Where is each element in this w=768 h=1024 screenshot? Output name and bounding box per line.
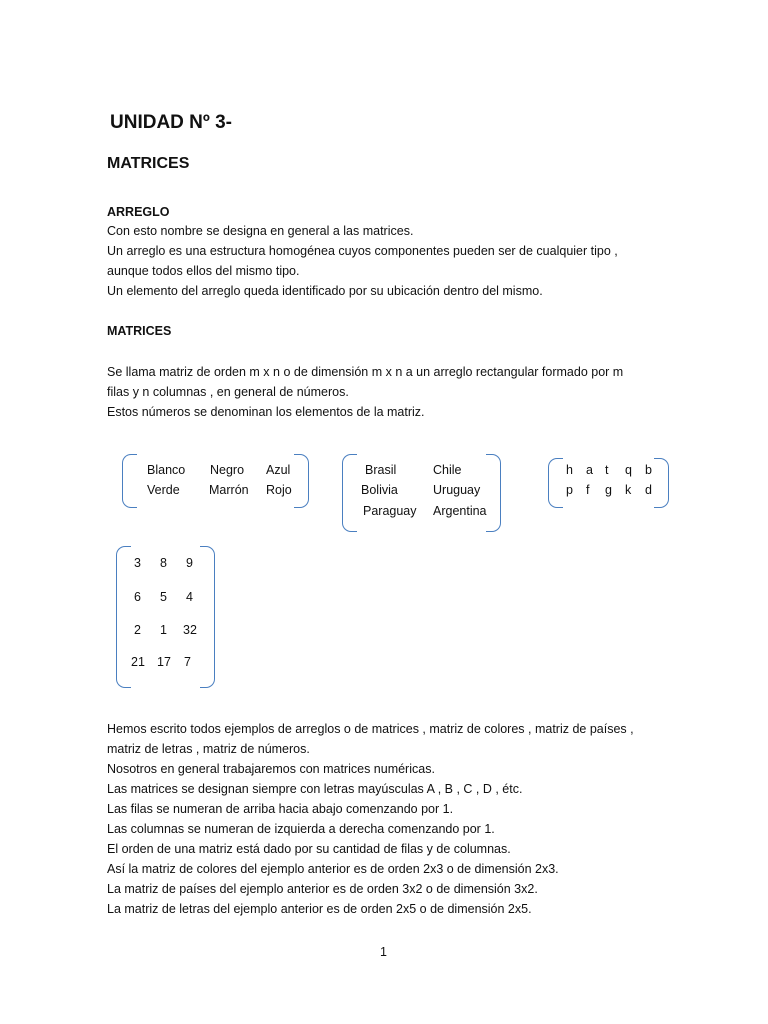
paragraph-line: Las filas se numeran de arriba hacia abajo comenzando por 1.	[107, 802, 454, 816]
matrix-cell: t	[605, 463, 609, 477]
matrix-cell: Argentina	[433, 504, 487, 518]
arreglo-paragraph	[107, 221, 618, 301]
left-parenthesis	[342, 454, 357, 532]
subheading-matrices: MATRICES	[107, 324, 172, 338]
paragraph-line: Las columnas se numeran de izquierda a derecha comenzando por 1.	[107, 822, 495, 836]
paragraph-line: Así la matriz de colores del ejemplo anterior es de orden 2x3 o de dimensión 2x3.	[107, 862, 559, 876]
matrix-cell: 1	[160, 623, 167, 637]
right-parenthesis	[294, 454, 309, 508]
paragraph-line: La matriz de letras del ejemplo anterior es de orden 2x5 o de dimensión 2x5.	[107, 902, 532, 916]
matrix-cell: Blanco	[147, 463, 186, 477]
paragraph-line: Hemos escrito todos ejemplos de arreglos o de matrices , matriz de colores , matriz de países ,	[107, 722, 634, 736]
paragraph-line: La matriz de países del ejemplo anterior es de orden 3x2 o de dimensión 3x2.	[107, 882, 538, 896]
matrix-cell: 17	[157, 655, 171, 669]
matrix-cell: 2	[134, 623, 141, 637]
matrix-letters	[546, 458, 672, 510]
matrix-cell: q	[625, 463, 632, 477]
paragraph-line: Se llama matriz de orden m x n o de dimensión m x n a un arreglo rectangular formado por m	[107, 365, 624, 379]
matrix-cell: Brasil	[365, 463, 397, 477]
matrix-cell: g	[605, 483, 612, 497]
matrix-cell: Marrón	[209, 483, 249, 497]
matrix-countries	[340, 454, 505, 534]
paragraph-line: Un elemento del arreglo queda identificado por su ubicación dentro del mismo.	[107, 284, 543, 298]
matrix-cell: a	[586, 463, 593, 477]
matrix-cell: 4	[186, 590, 193, 604]
matrix-cell: f	[586, 483, 590, 497]
section-heading-matrices: MATRICES	[107, 155, 190, 172]
paragraph-line: Nosotros en general trabajaremos con matrices numéricas.	[107, 762, 435, 776]
right-parenthesis	[486, 454, 501, 532]
matrix-cell: Paraguay	[363, 504, 417, 518]
right-parenthesis	[654, 458, 669, 508]
matrix-cell: 32	[183, 623, 197, 637]
paragraph-line: Un arreglo es una estructura homogénea cuyos componentes pueden ser de cualquier tipo ,	[107, 244, 618, 258]
matrix-cell: Negro	[210, 463, 245, 477]
page-title: UNIDAD Nº 3-	[110, 112, 232, 133]
matrix-cell: k	[625, 483, 632, 497]
left-parenthesis	[548, 458, 563, 508]
matrix-cell: 7	[184, 655, 191, 669]
matrix-cell: Uruguay	[433, 483, 481, 497]
matrix-cell: 3	[134, 556, 141, 570]
matrix-cell: Chile	[433, 463, 462, 477]
matrix-cell: 21	[131, 655, 145, 669]
left-parenthesis	[116, 546, 131, 688]
matrix-colors	[120, 454, 310, 510]
matrix-cell: Bolivia	[361, 483, 398, 497]
matrix-cell: d	[645, 483, 652, 497]
paragraph-line: Estos números se denominan los elementos de la matriz.	[107, 405, 425, 419]
paragraph-line: El orden de una matriz está dado por su cantidad de filas y de columnas.	[107, 842, 511, 856]
paragraph-line: Las matrices se designan siempre con letras mayúsculas A , B , C , D , étc.	[107, 782, 523, 796]
matrix-cell: Rojo	[266, 483, 292, 497]
paragraph-line: aunque todos ellos del mismo tipo.	[107, 264, 300, 278]
conclusion-paragraph	[107, 719, 634, 919]
matrix-cell: 6	[134, 590, 141, 604]
paragraph-line: matriz de letras , matriz de números.	[107, 742, 310, 756]
matrix-cell: p	[566, 483, 573, 497]
matrix-cell: h	[566, 463, 573, 477]
paragraph-line: Con esto nombre se designa en general a las matrices.	[107, 224, 414, 238]
right-parenthesis	[200, 546, 215, 688]
subheading-arreglo: ARREGLO	[107, 205, 170, 219]
matrix-cell: 5	[160, 590, 167, 604]
matrices-paragraph	[107, 362, 623, 422]
page-number: 1	[380, 945, 387, 959]
left-parenthesis	[122, 454, 137, 508]
matrix-cell: Verde	[147, 483, 180, 497]
matrix-cell: b	[645, 463, 652, 477]
paragraph-line: filas y n columnas , en general de números.	[107, 385, 349, 399]
matrix-cell: 9	[186, 556, 193, 570]
matrix-numbers	[114, 546, 218, 690]
matrix-cell: 8	[160, 556, 167, 570]
matrix-cell: Azul	[266, 463, 291, 477]
